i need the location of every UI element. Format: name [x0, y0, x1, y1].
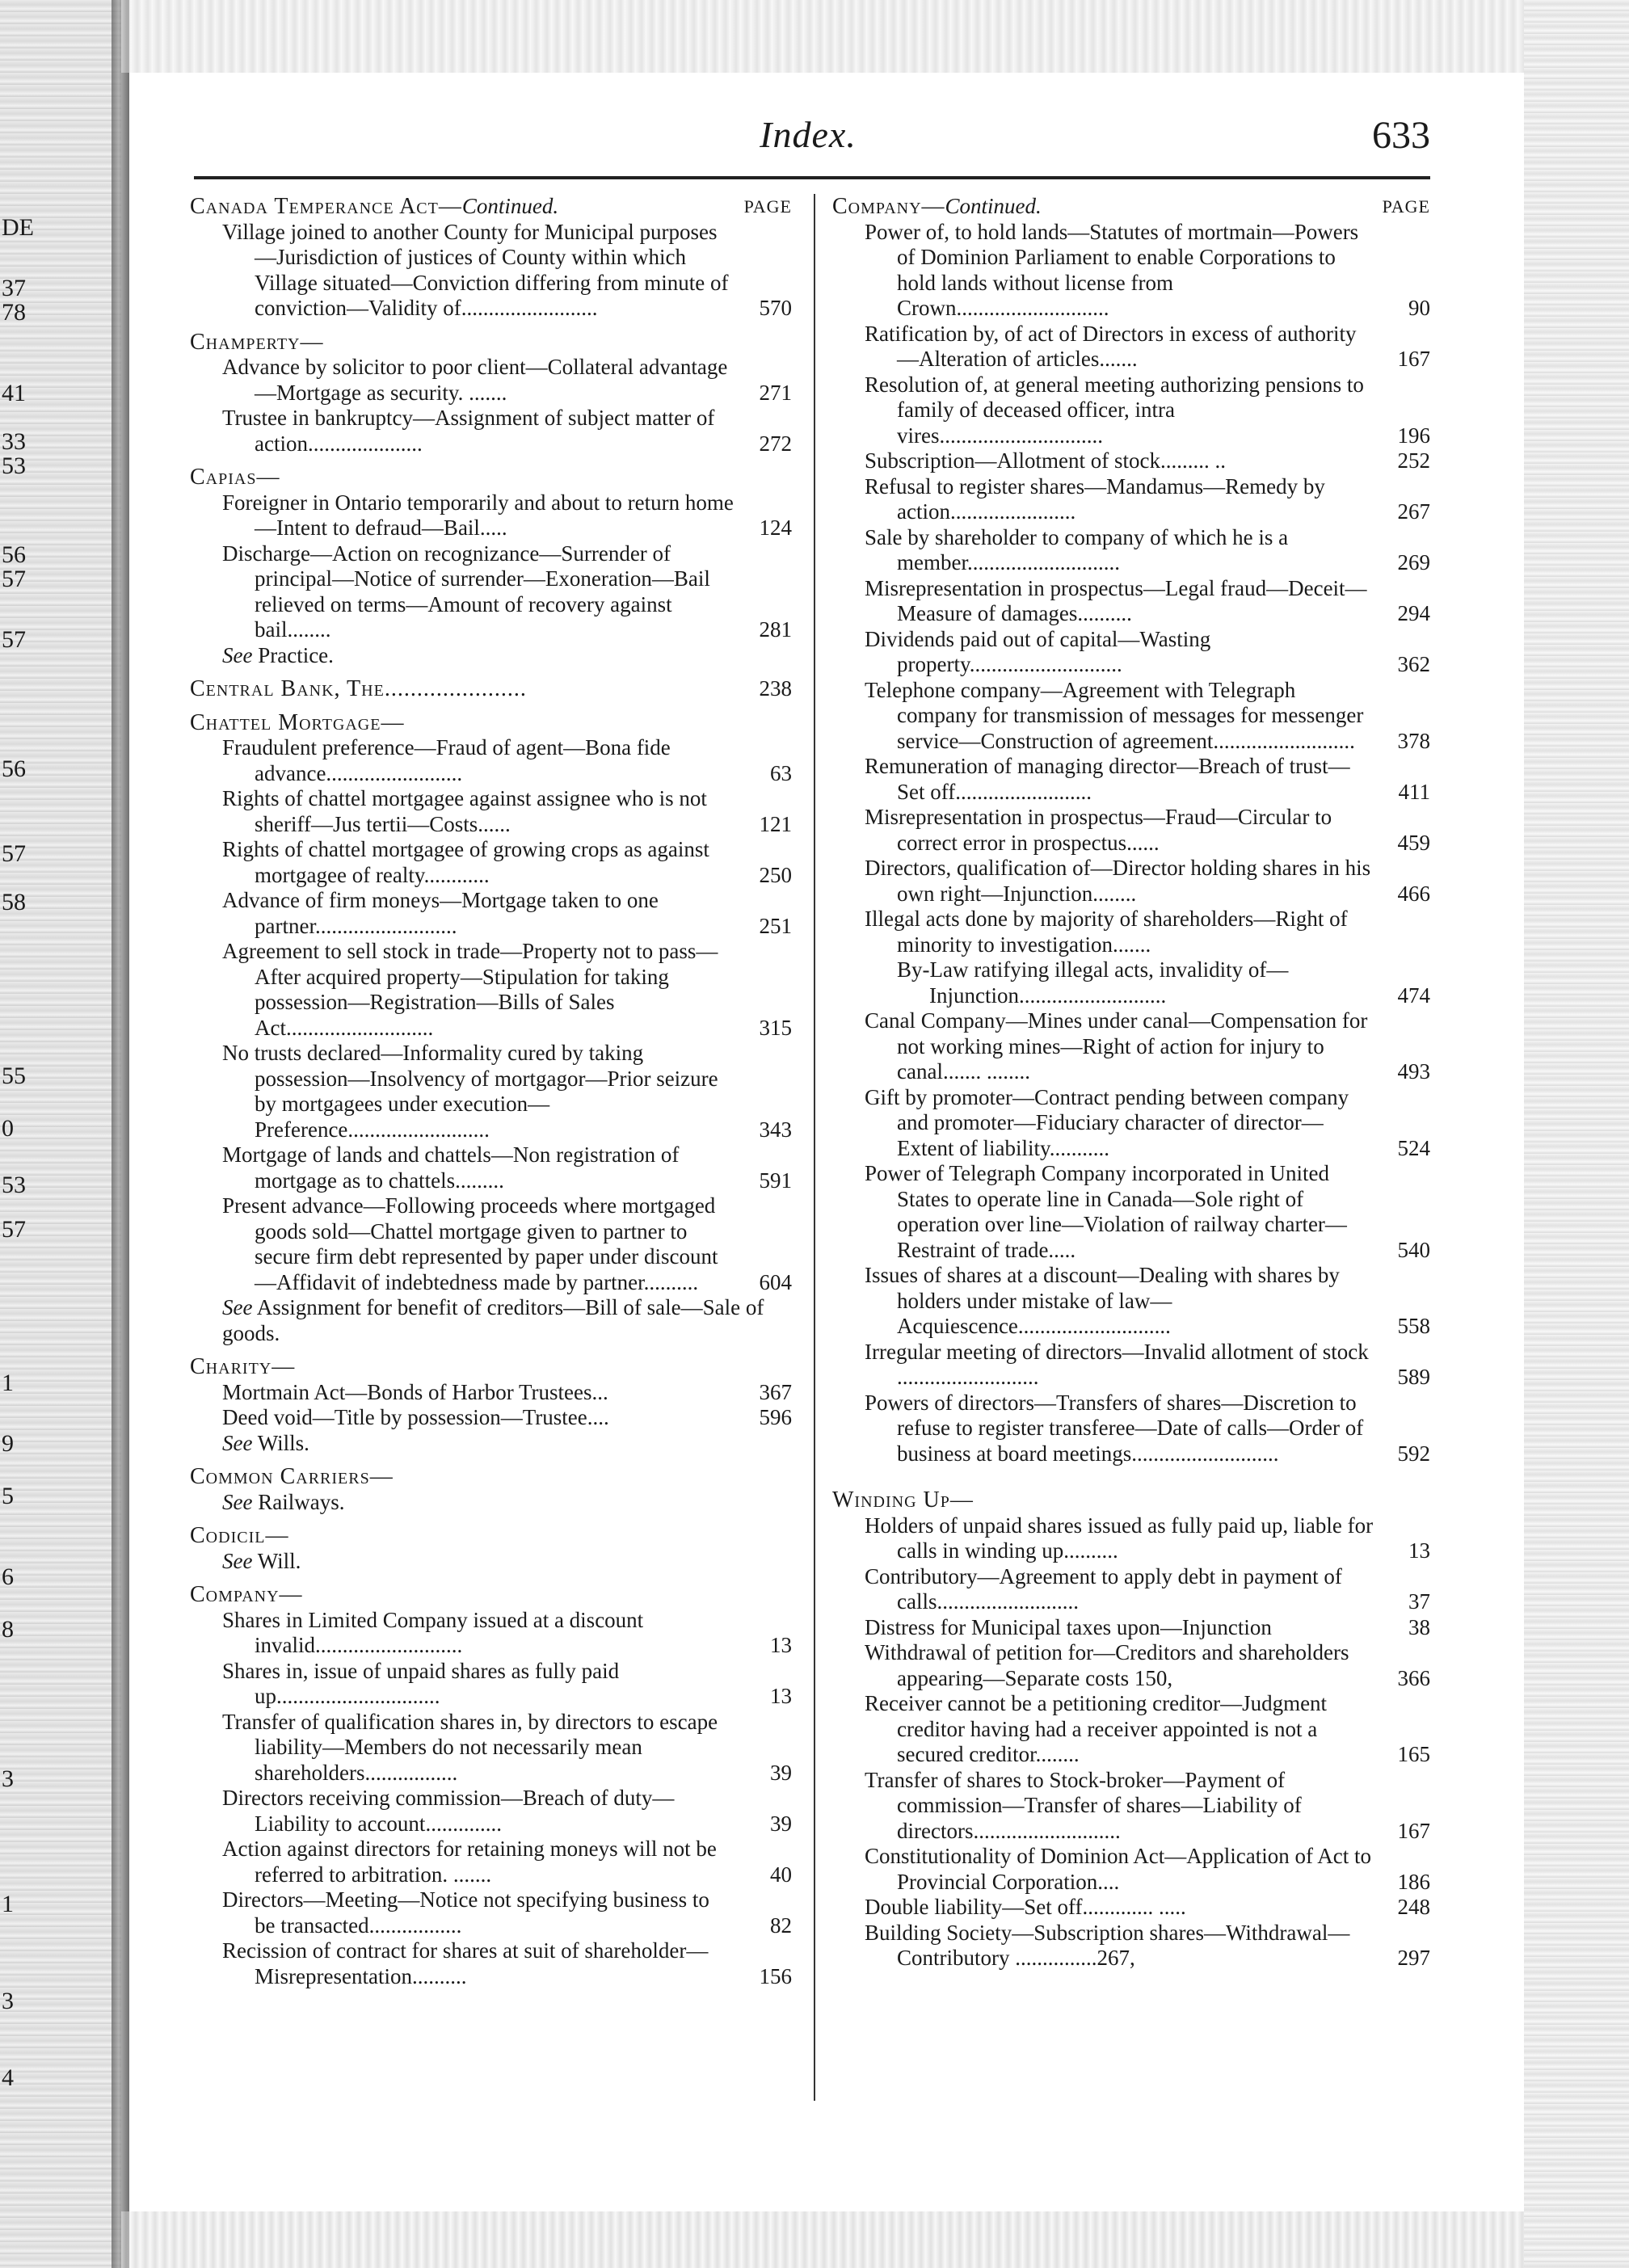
index-entry: [190, 837, 792, 888]
entry-text: Rights of chattel mortgagee against assignee who is not sheriff—Jus tertii—Costs......: [222, 786, 707, 836]
page-ref: 167: [1397, 347, 1430, 371]
margin-fragment: 56: [2, 541, 26, 568]
index-entry: [190, 735, 792, 786]
heading-title: Chattel Mortgage—: [190, 709, 405, 735]
see-label: See: [222, 1548, 253, 1573]
entry-text: Shares in, issue of unpaid shares as fully paid up..............................: [222, 1658, 620, 1708]
page-ref: 493: [1397, 1059, 1430, 1084]
index-entry: [190, 1608, 792, 1659]
margin-fragment: 56: [2, 755, 26, 782]
page-ref: 589: [1397, 1365, 1430, 1389]
page-ref: 474: [1397, 983, 1430, 1008]
page-ref: 459: [1397, 830, 1430, 855]
entry-text: Illegal acts done by majority of shareholders—Right of minority to investigation.......: [865, 907, 1348, 957]
entry-text: Power of, to hold lands—Statutes of mortmain—Powers of Dominion Parliament to enable Corporations to hold lands without license from Crown............................: [865, 219, 1359, 320]
page-ref: 238: [759, 676, 792, 701]
index-entry: [190, 1887, 792, 1938]
entry-text: Subscription—Allotment of stock......... ..: [865, 448, 1226, 473]
see-also: [190, 643, 792, 669]
entry-text: Refusal to register shares—Mandamus—Remedy by action.......................: [865, 473, 1325, 524]
page-ref: 167: [1397, 1818, 1430, 1843]
index-entry: [190, 1710, 792, 1786]
entry-text: Constitutionality of Dominion Act—Application of Act to Provincial Corporation....: [865, 1844, 1371, 1894]
entry-text: Advance of firm moneys—Mortgage taken to one partner..........................: [222, 888, 659, 938]
margin-fragment: DE: [2, 214, 34, 241]
page-ref: 39: [770, 1760, 792, 1785]
see-also: [190, 1295, 792, 1346]
page-ref: 250: [759, 862, 792, 887]
page-ref: 596: [759, 1405, 792, 1429]
entry-text: Advance by solicitor to poor client—Collateral advantage—Mortgage as security. .......: [222, 355, 728, 405]
page-ref: 466: [1397, 881, 1430, 906]
margin-fragment: 33: [2, 428, 26, 455]
page-ref: 570: [759, 296, 792, 320]
margin-fragment: 57: [2, 566, 26, 592]
page-ref: 362: [1397, 652, 1430, 676]
index-entry: [832, 474, 1430, 525]
index-entry: [190, 939, 792, 1041]
margin-fragment: 8: [2, 1616, 14, 1643]
index-entry: [832, 1921, 1430, 1971]
heading-title: Codicil—: [190, 1523, 289, 1548]
index-entry: [832, 1391, 1430, 1467]
entry-text: Building Society—Subscription shares—Withdrawal—Contributory ...............267,: [865, 1920, 1350, 1970]
entry-text: Receiver cannot be a petitioning creditor—Judgment creditor having had a receiver appointed is not a secured creditor........: [865, 1691, 1328, 1766]
entry-text: Directors—Meeting—Notice not specifying business to be transacted.................: [222, 1887, 709, 1938]
entry-text: Agreement to sell stock in trade—Property not to pass—After acquired property—Stipulation for taking possession—Registration—Bills of Sales Act...........................: [222, 939, 718, 1040]
entry-text: Ratification by, of act of Directors in excess of authority—Alteration of articles.......: [865, 321, 1357, 371]
index-subentry: [832, 957, 1430, 1008]
index-entry: [190, 1938, 792, 1989]
page-ref: 294: [1397, 601, 1430, 625]
entry-text: No trusts declared—Informality cured by taking possession—Insolvency of mortgagor—Prior seizure by mortgagees under execution—Preference..........................: [222, 1041, 718, 1142]
index-heading: [190, 676, 792, 702]
page-ref: 367: [759, 1379, 792, 1404]
page-ref: 248: [1397, 1895, 1430, 1919]
see-target: Railways.: [258, 1489, 345, 1514]
index-entry: [832, 1691, 1430, 1768]
index-entry: [190, 1041, 792, 1142]
margin-fragment: 1: [2, 1370, 14, 1396]
margin-fragment: 3: [2, 1765, 14, 1792]
see-label: See: [222, 1489, 253, 1514]
index-entry: [190, 1142, 792, 1193]
margin-fragment: 57: [2, 626, 26, 653]
see-also: [190, 1431, 792, 1457]
index-entry: [832, 1615, 1430, 1641]
heading-title: Company—: [832, 194, 945, 219]
page-ref: 604: [759, 1269, 792, 1294]
running-title: Index.: [760, 114, 857, 155]
page-ref: 121: [759, 811, 792, 836]
page-ref: 13: [770, 1684, 792, 1708]
entry-text: Rights of chattel mortgagee of growing crops as against mortgagee of realty............: [222, 837, 709, 887]
see-label: See: [222, 1295, 253, 1319]
page-ref: 165: [1397, 1742, 1430, 1766]
entry-text: Trustee in bankruptcy—Assignment of subject matter of action.....................: [222, 406, 715, 456]
index-entry: [190, 1837, 792, 1887]
entry-text: Remuneration of managing director—Breach of trust—Set off.........................: [865, 754, 1350, 804]
index-entry: [190, 1193, 792, 1295]
index-entry: [190, 406, 792, 457]
entry-text: Powers of directors—Transfers of shares—Discretion to refuse to register transferee—Date of calls—Order of business at board meetings...........................: [865, 1390, 1364, 1466]
page-ref: 186: [1397, 1869, 1430, 1894]
margin-fragment: 3: [2, 1988, 14, 2014]
margin-fragment: 6: [2, 1563, 14, 1590]
page-ref: 269: [1397, 550, 1430, 574]
index-entry: [190, 541, 792, 643]
margin-fragment: 0: [2, 1115, 14, 1142]
entry-text: Mortmain Act—Bonds of Harbor Trustees...: [222, 1379, 608, 1404]
entry-text: Contributory—Agreement to apply debt in payment of calls..........................: [865, 1563, 1342, 1614]
index-entry: [190, 490, 792, 541]
index-entry: [832, 525, 1430, 576]
index-entry: [190, 1405, 792, 1431]
index-entry: [832, 1844, 1430, 1895]
page-edge-top: [121, 0, 1524, 73]
index-entry: [832, 1161, 1430, 1263]
book-spine: [112, 0, 129, 2268]
heading-title: Champerty—: [190, 329, 324, 355]
margin-fragment: 5: [2, 1483, 14, 1509]
page-ref: 156: [759, 1963, 792, 1988]
page-edge-bottom: [121, 2211, 1524, 2268]
margin-fragment: 1: [2, 1891, 14, 1917]
margin-fragment: 78: [2, 299, 26, 326]
heading-continued: Continued.: [945, 194, 1042, 218]
index-heading: [190, 330, 792, 356]
page-ref: 251: [759, 913, 792, 938]
index-column-right: [832, 194, 1430, 1971]
page-ref: 366: [1397, 1665, 1430, 1690]
page-number: 633: [1372, 114, 1430, 157]
index-entry: [190, 1786, 792, 1837]
entry-text: Recission of contract for shares at suit of shareholder—Misrepresentation..........: [222, 1938, 709, 1988]
index-heading: [832, 194, 1430, 220]
index-entry: [832, 576, 1430, 627]
index-entry: [832, 1340, 1430, 1391]
index-entry: [832, 1564, 1430, 1615]
entry-text: Transfer of shares to Stock-broker—Payment of commission—Transfer of shares—Liability of directors...........................: [865, 1767, 1302, 1843]
entry-text: Misrepresentation in prospectus—Fraud—Circular to correct error in prospectus......: [865, 805, 1332, 855]
page-ref: 558: [1397, 1314, 1430, 1338]
page-ref: 592: [1397, 1441, 1430, 1466]
index-heading: [190, 710, 792, 736]
index-heading: [190, 194, 792, 220]
heading-title: Central Bank, The......................: [190, 676, 527, 701]
index-entry: [832, 907, 1430, 957]
page-ref: 591: [759, 1168, 792, 1193]
page-ref: 524: [1397, 1135, 1430, 1160]
page-ref: 378: [1397, 728, 1430, 753]
heading-title: Canada Temperance Act—: [190, 194, 462, 219]
page-header: [186, 105, 1430, 170]
page-ref: 40: [770, 1862, 792, 1887]
page-ref: 343: [759, 1117, 792, 1142]
entry-text: Telephone company—Agreement with Telegraph company for transmission of messages for messenger service—Construction of agreement..........................: [865, 677, 1364, 753]
entry-text: Transfer of qualification shares in, by directors to escape liability—Members do not necessarily mean shareholders.................: [222, 1709, 718, 1785]
entry-text: Dividends paid out of capital—Wasting property............................: [865, 626, 1211, 676]
entry-text: Directors, qualification of—Director holding shares in his own right—Injunction........: [865, 856, 1371, 906]
index-entry: [832, 1895, 1430, 1921]
index-entry: [832, 1513, 1430, 1564]
index-entry: [832, 220, 1430, 322]
page-column-label: PAGE: [1382, 196, 1430, 217]
page-ref: 252: [1397, 448, 1430, 473]
index-heading: [832, 1487, 1430, 1513]
see-target: Practice.: [258, 642, 334, 667]
margin-fragment: 58: [2, 889, 26, 915]
entry-text: Action against directors for retaining moneys will not be referred to arbitration. .......: [222, 1837, 717, 1887]
page-ref: 297: [1397, 1946, 1430, 1970]
index-entry: [832, 1008, 1430, 1085]
index-heading: [190, 1354, 792, 1380]
entry-text: Power of Telegraph Company incorporated in United States to operate line in Canada—Sole right of operation over line—Violation of railway charter—Restraint of trade.....: [865, 1161, 1347, 1262]
see-also: [190, 1549, 792, 1575]
page-ref: 13: [770, 1633, 792, 1657]
margin-fragment: 41: [2, 380, 26, 406]
page-ref: 281: [759, 617, 792, 642]
margin-fragment: 53: [2, 1172, 26, 1198]
index-entry: [832, 322, 1430, 372]
page-ref: 315: [759, 1015, 792, 1040]
entry-text: Fraudulent preference—Fraud of agent—Bona fide advance.........................: [222, 735, 671, 785]
see-target: Assignment for benefit of creditors—Bill of sale—Sale of goods.: [222, 1295, 764, 1345]
index-entry: [832, 805, 1430, 856]
column-divider: [814, 194, 815, 2101]
index-entry: [832, 1085, 1430, 1162]
index-entry: [832, 1768, 1430, 1845]
page-ref: 540: [1397, 1237, 1430, 1262]
margin-fragment: 4: [2, 2064, 14, 2091]
heading-title: Winding Up—: [832, 1487, 974, 1513]
entry-text: Distress for Municipal taxes upon—Injunction: [865, 1614, 1272, 1639]
margin-fragment: 9: [2, 1430, 14, 1457]
page-ref: 13: [1408, 1538, 1430, 1563]
entry-text: Double liability—Set off............. .....: [865, 1895, 1186, 1919]
page-ref: 272: [759, 431, 792, 456]
page-ref: 124: [759, 515, 792, 540]
heading-title: Capias—: [190, 465, 280, 490]
header-rule: [194, 176, 1430, 179]
page-ref: 196: [1397, 423, 1430, 448]
page-ref: 90: [1408, 296, 1430, 320]
see-target: Will.: [257, 1548, 301, 1573]
see-label: See: [222, 642, 253, 667]
heading-title: Charity—: [190, 1354, 296, 1379]
entry-text: Misrepresentation in prospectus—Legal fraud—Deceit—Measure of damages..........: [865, 575, 1367, 625]
entry-text: Discharge—Action on recognizance—Surrender of principal—Notice of surrender—Exoneration—Bail relieved on terms—Amount of recovery against bail........: [222, 541, 710, 642]
index-entry: [190, 1659, 792, 1710]
entry-text: Issues of shares at a discount—Dealing with shares by holders under mistake of law—Acquiescence............................: [865, 1263, 1340, 1338]
index-entry: [832, 448, 1430, 474]
entry-text: Shares in Limited Company issued at a discount invalid...........................: [222, 1607, 644, 1657]
entry-text: Deed void—Title by possession—Trustee....: [222, 1405, 609, 1429]
index-entry: [190, 786, 792, 837]
margin-fragment: 37: [2, 275, 26, 301]
index-entry: [190, 1380, 792, 1406]
index-heading: [190, 1582, 792, 1608]
index-entry: [832, 754, 1430, 805]
page-ref: 63: [770, 760, 792, 785]
index-entry: [832, 372, 1430, 449]
previous-page-margin: [0, 0, 32, 2268]
page-edge-right: [1524, 0, 1629, 2268]
heading-continued: Continued.: [461, 194, 559, 218]
heading-title: Common Carriers—: [190, 1464, 394, 1489]
index-entry: [832, 856, 1430, 907]
entry-text: Canal Company—Mines under canal—Compensation for not working mines—Right of action for injury to canal....... ........: [865, 1008, 1368, 1084]
page-ref: 411: [1398, 779, 1430, 804]
margin-fragment: 57: [2, 840, 26, 867]
see-target: Wills.: [257, 1430, 309, 1455]
page-ref: 37: [1408, 1589, 1430, 1614]
entry-text: Gift by promoter—Contract pending between company and promoter—Fiduciary character of director—Extent of liability...........: [865, 1084, 1349, 1160]
entry-text: Village joined to another County for Municipal purposes—Jurisdiction of justices of County within which Village situated—Conviction differing from minute of conviction—Validity of.........................: [222, 219, 729, 320]
heading-title: Company—: [190, 1582, 303, 1607]
entry-text: Holders of unpaid shares issued as fully paid up, liable for calls in winding up..........: [865, 1513, 1374, 1563]
margin-fragment: 55: [2, 1062, 26, 1089]
margin-fragment: 53: [2, 452, 26, 479]
entry-text: Sale by shareholder to company of which he is a member............................: [865, 524, 1289, 574]
page-ref: 39: [770, 1811, 792, 1836]
page-ref: 267: [1397, 499, 1430, 524]
index-entry: [832, 1263, 1430, 1340]
index-column-left: [190, 194, 792, 1989]
index-entry: [832, 678, 1430, 755]
index-entry: [832, 1640, 1430, 1691]
index-entry: [190, 888, 792, 939]
entry-text: Resolution of, at general meeting authorizing pensions to family of deceased officer, intra vires..............................: [865, 372, 1364, 448]
index-heading: [190, 1523, 792, 1549]
margin-fragment: 57: [2, 1216, 26, 1243]
index-entry: [832, 627, 1430, 678]
see-label: See: [222, 1430, 253, 1455]
entry-text: Foreigner in Ontario temporarily and about to return home—Intent to defraud—Bail.....: [222, 490, 734, 540]
page-ref: 82: [770, 1912, 792, 1938]
see-also: [190, 1490, 792, 1516]
page-ref: 271: [759, 380, 792, 405]
entry-text: Mortgage of lands and chattels—Non registration of mortgage as to chattels.........: [222, 1142, 680, 1193]
index-entry: [190, 220, 792, 322]
index-heading: [190, 1464, 792, 1490]
entry-text: Present advance—Following proceeds where mortgaged goods sold—Chattel mortgage given to partner to secure firm debt represented by paper under discount—Affidavit of indebtedness made by partner..........: [222, 1193, 718, 1294]
entry-text: Directors receiving commission—Breach of duty—Liability to account..............: [222, 1786, 675, 1836]
index-entry: [190, 355, 792, 406]
page-ref: 38: [1408, 1614, 1430, 1639]
index-heading: [190, 465, 792, 490]
entry-text: Withdrawal of petition for—Creditors and shareholders appearing—Separate costs 150,: [865, 1640, 1349, 1690]
entry-text: Irregular meeting of directors—Invalid allotment of stock ..........................: [865, 1339, 1369, 1389]
page-column-label: PAGE: [743, 196, 792, 217]
entry-text: By-Law ratifying illegal acts, invalidity of—Injunction...........................: [897, 957, 1289, 1008]
